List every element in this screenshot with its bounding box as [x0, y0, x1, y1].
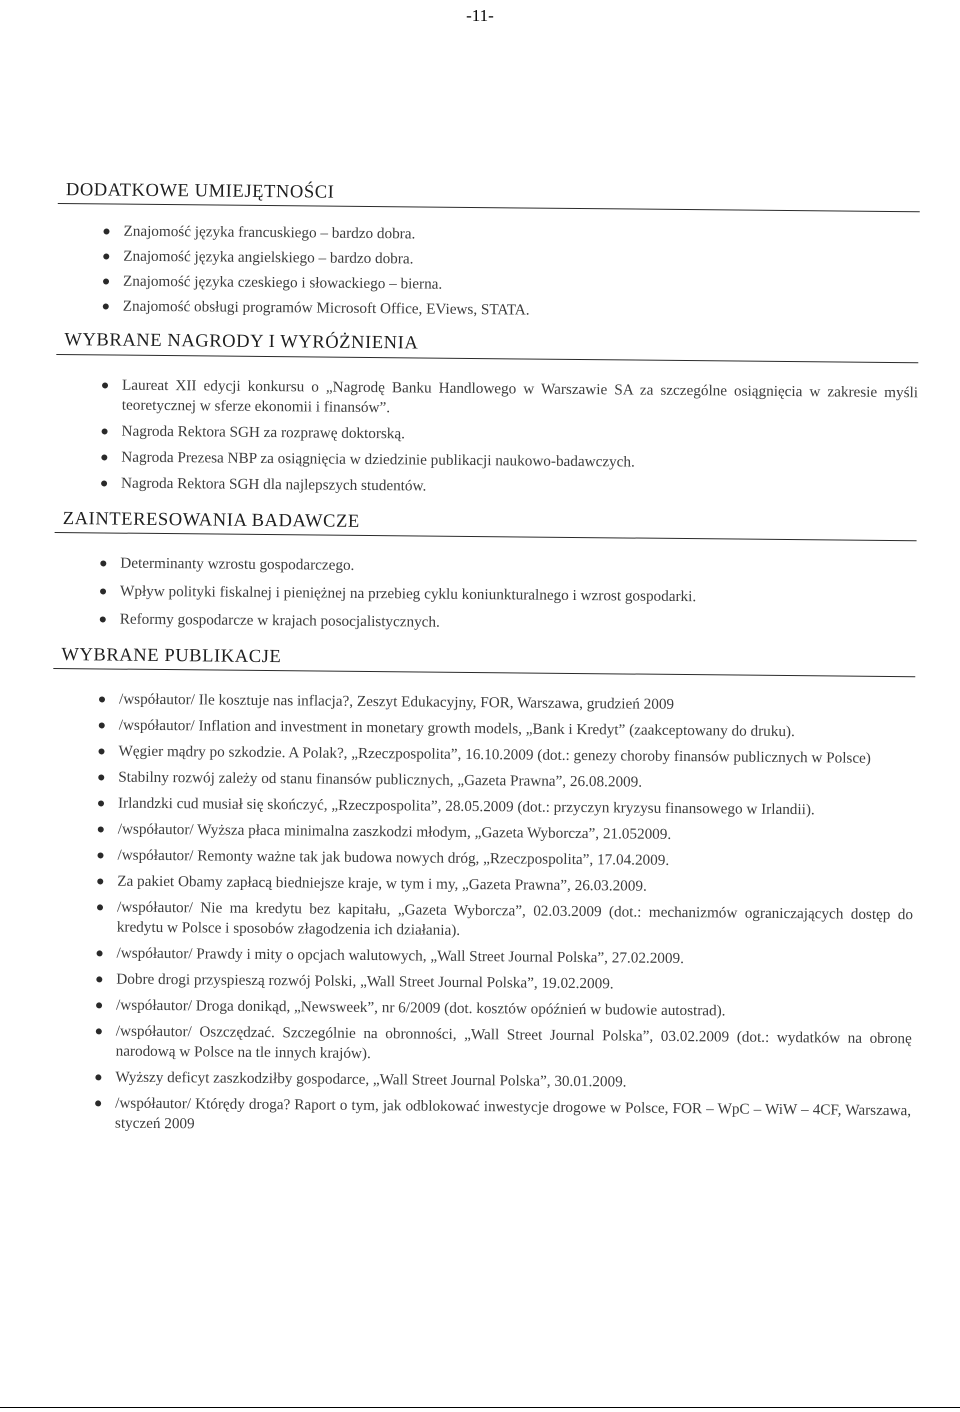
- bullet-icon: [103, 229, 109, 235]
- page-number: -11-: [466, 6, 494, 25]
- list-item: /współautor/ Droga donikąd, „Newsweek”, nr 6/2009 (dot. kosztów opóźnień w budowie autostrad).: [50, 995, 912, 1023]
- bullet-icon: [97, 951, 103, 957]
- list-item: Znajomość języka francuskiego – bardzo dobra.: [57, 221, 919, 249]
- list-item: Nagroda Rektora SGH za rozprawę doktorską.: [55, 421, 917, 449]
- list-item: Nagroda Rektora SGH dla najlepszych studentów.: [55, 473, 917, 501]
- section-title-additional-skills: DODATKOWE UMIEJĘTNOŚCI: [58, 180, 920, 213]
- list-item: /współautor/ Inflation and investment in monetary growth models, „Bank i Kredyt” (zaakceptowany do druku).: [53, 715, 915, 743]
- list-item: /współautor/ Nie ma kredytu bez kapitału, „Gazeta Wyborcza”, 02.03.2009 (dot.: mechanizmów ograniczających dostęp do kredytu w Polsce i sposobów złagodzenia ich działania).: [51, 897, 913, 945]
- list-item: Stabilny rozwój zależy od stanu finansów publicznych, „Gazeta Prawna”, 26.08.2009.: [52, 767, 914, 795]
- list-item: Znajomość języka angielskiego – bardzo dobra.: [57, 246, 919, 274]
- bullet-icon: [98, 801, 104, 807]
- section-publications: [49, 645, 916, 1142]
- list-item: /współautor/ Którędy droga? Raport o tym, jak odblokować inwestycje drogowe w Polsce, FOR – WpC – WiW – 4CF, Warszawa, styczeń 2009: [49, 1093, 911, 1141]
- bullet-icon: [99, 723, 105, 729]
- bullet-icon: [101, 454, 107, 460]
- list-item: Znajomość obsługi programów Microsoft Office, EViews, STATA.: [57, 296, 919, 324]
- list-item: Nagroda Prezesa NBP za osiągnięcia w dziedzinie publikacji naukowo-badawczych.: [55, 447, 917, 475]
- bullet-icon: [96, 977, 102, 983]
- list-item: /współautor/ Remonty ważne tak jak budowa nowych dróg, „Rzeczpospolita”, 17.04.2009.: [51, 845, 913, 873]
- bullet-icon: [98, 749, 104, 755]
- publications-list: [49, 689, 915, 1141]
- list-item: Za pakiet Obamy zapłacą biedniejsze kraje, w tym i my, „Gazeta Prawna”, 26.03.2009.: [51, 871, 913, 899]
- list-item: Determinanty wzrostu gospodarczego.: [54, 553, 916, 581]
- bullet-icon: [100, 616, 106, 622]
- list-item: Reformy gospodarcze w krajach posocjalistycznych.: [54, 609, 916, 637]
- bullet-icon: [98, 827, 104, 833]
- list-item: Laureat XII edycji konkursu o „Nagrodę Banku Handlowego w Warszawie SA za szczególne osiągnięcia w zakresie myśli teoretycznej w sferze ekonomii i finansów”.: [56, 375, 918, 423]
- list-item: /współautor/ Oszczędzać. Szczególnie na obronności, „Wall Street Journal Polska”, 03.02.2009 (dot.: wydatków na obronę narodową w Polsce na tle innych krajów).: [50, 1021, 912, 1069]
- section-additional-skills: [57, 180, 920, 325]
- bullet-icon: [101, 480, 107, 486]
- scanned-document-body: [49, 180, 920, 1148]
- bullet-icon: [98, 775, 104, 781]
- section-title-awards: WYBRANE NAGRODY I WYRÓŻNIENIA: [56, 330, 918, 363]
- bullet-icon: [100, 588, 106, 594]
- bullet-icon: [96, 1003, 102, 1009]
- section-title-publications: WYBRANE PUBLIKACJE: [53, 645, 915, 678]
- bullet-icon: [97, 905, 103, 911]
- page-bottom-divider: [0, 1407, 960, 1408]
- list-item: Węgier mądry po szkodzie. A Polak?, „Rzeczpospolita”, 16.10.2009 (dot.: genezy choroby finansów publicznych w Polsce): [52, 741, 914, 769]
- section-research-interests: [54, 509, 917, 638]
- bullet-icon: [97, 879, 103, 885]
- bullet-icon: [103, 279, 109, 285]
- bullet-icon: [100, 560, 106, 566]
- list-item: /współautor/ Ile kosztuje nas inflacja?, Zeszyt Edukacyjny, FOR, Warszawa, grudzień 2009: [53, 689, 915, 717]
- bullet-icon: [95, 1101, 101, 1107]
- bullet-icon: [103, 304, 109, 310]
- awards-list: [55, 375, 918, 501]
- research-interests-list: [54, 553, 917, 637]
- skills-list: [57, 221, 920, 324]
- list-item: Dobre drogi przyspieszą rozwój Polski, „Wall Street Journal Polska”, 19.02.2009.: [50, 969, 912, 997]
- list-item: Irlandzki cud musiał się skończyć, „Rzeczpospolita”, 28.05.2009 (dot.: przyczyn kryzysu finansowego w Irlandii).: [52, 793, 914, 821]
- bullet-icon: [97, 853, 103, 859]
- bullet-icon: [102, 382, 108, 388]
- bullet-icon: [102, 428, 108, 434]
- bullet-icon: [99, 697, 105, 703]
- list-item: /współautor/ Wyższa płaca minimalna zaszkodzi młodym, „Gazeta Wyborcza”, 21.052009.: [52, 819, 914, 847]
- bullet-icon: [95, 1075, 101, 1081]
- section-title-research-interests: ZAINTERESOWANIA BADAWCZE: [55, 509, 917, 542]
- bullet-icon: [96, 1029, 102, 1035]
- list-item: Wyższy deficyt zaszkodziłby gospodarce, „Wall Street Journal Polska”, 30.01.2009.: [49, 1067, 911, 1095]
- list-item: Wpływ polityki fiskalnej i pieniężnej na przebieg cyklu koniunkturalnego i wzrost gospodarki.: [54, 581, 916, 609]
- bullet-icon: [103, 254, 109, 260]
- section-awards: [55, 330, 919, 501]
- list-item: /współautor/ Prawdy i mity o opcjach walutowych, „Wall Street Journal Polska”, 27.02.2009.: [50, 943, 912, 971]
- list-item: Znajomość języka czeskiego i słowackiego – bierna.: [57, 271, 919, 299]
